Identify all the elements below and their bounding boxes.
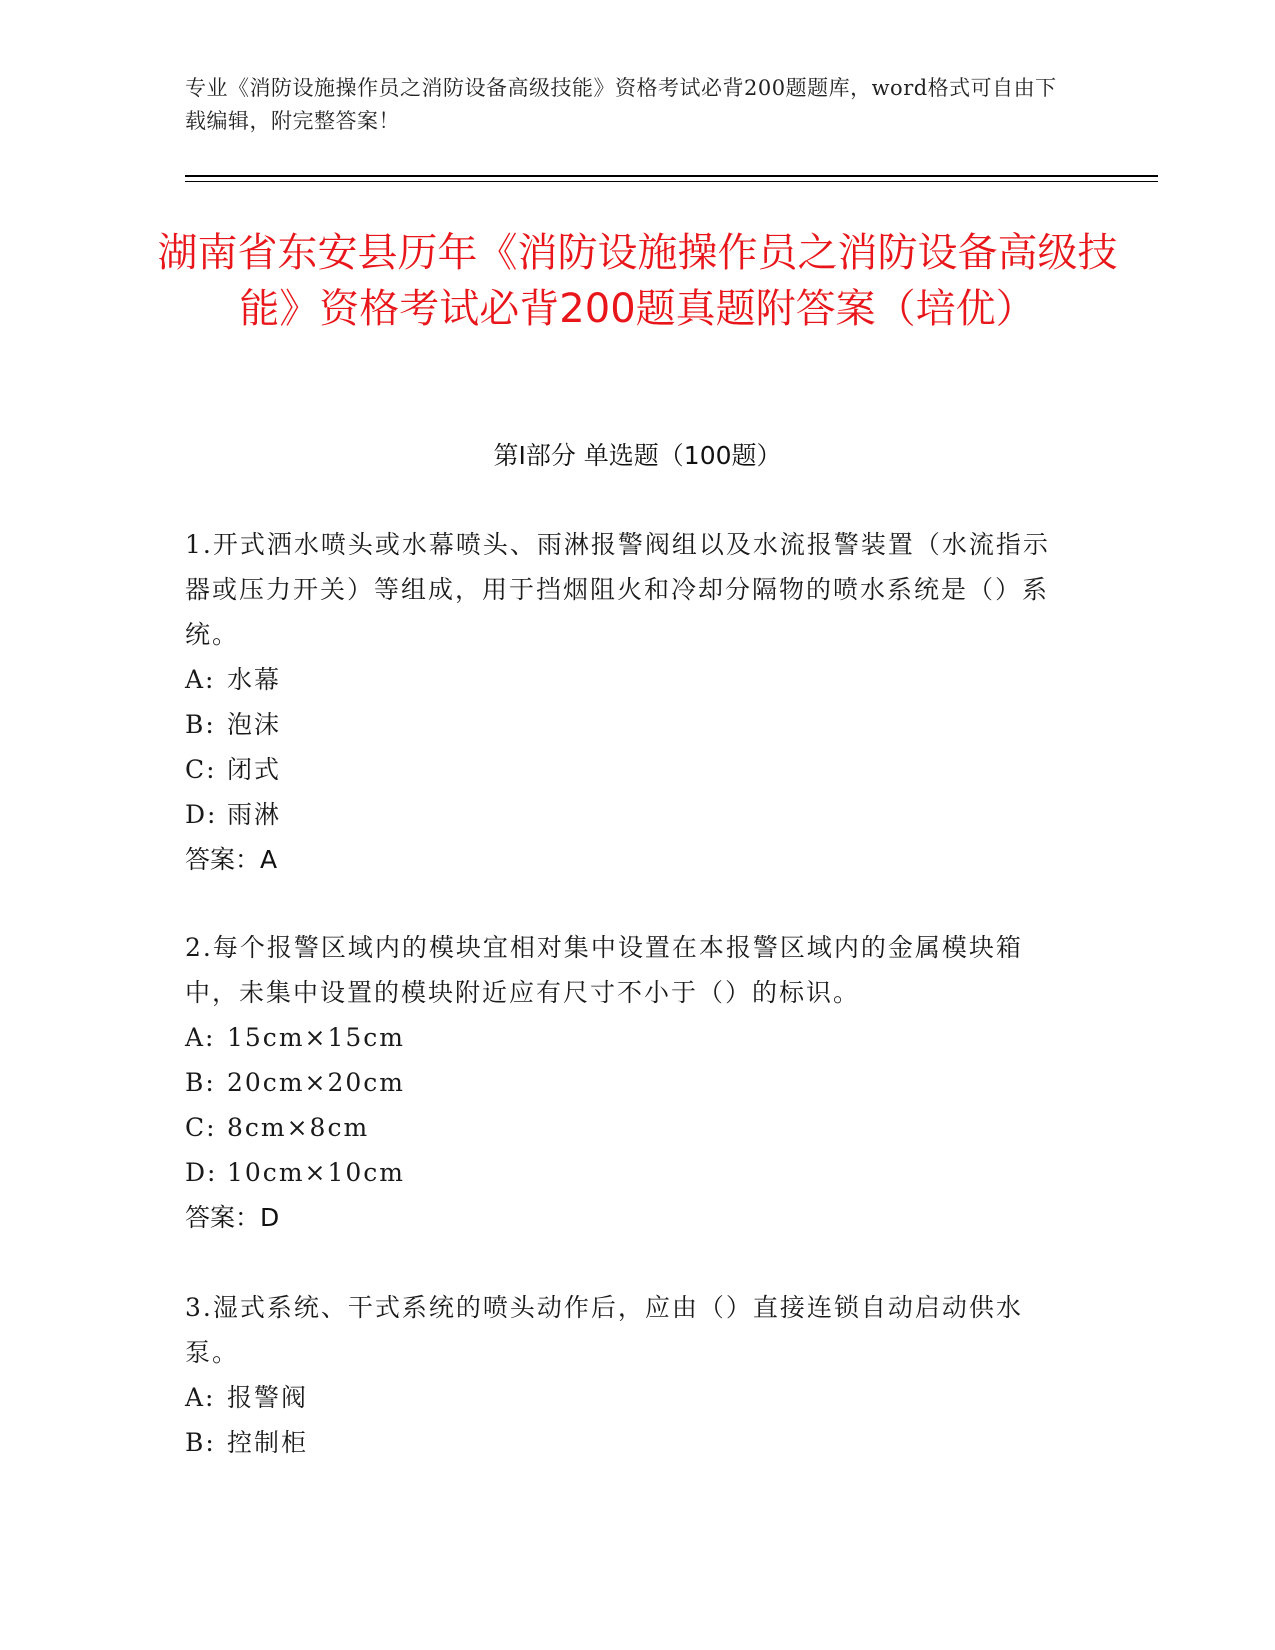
option-a — [185, 1015, 1065, 1060]
option-letter: B: — [185, 1428, 216, 1457]
header-divider-thick — [185, 175, 1158, 177]
option-text: 10cm×10cm — [227, 1158, 405, 1187]
option-a — [185, 657, 1065, 702]
header-note: 专业《消防设施操作员之消防设备高级技能》资格考试必背200题题库，word格式可自由下载编辑，附完整答案！ — [185, 76, 1057, 133]
option-text: 报警阀 — [227, 1383, 309, 1412]
option-letter: B: — [185, 710, 216, 739]
answer-line: 答案：A — [185, 845, 278, 874]
option-text: 20cm×20cm — [227, 1068, 405, 1097]
option-b — [185, 702, 1065, 747]
option-letter: A: — [185, 1023, 216, 1052]
option-text: 控制柜 — [227, 1428, 309, 1457]
option-c — [185, 1105, 1065, 1150]
question-stem: 1.开式洒水喷头或水幕喷头、雨淋报警阀组以及水流报警装置（水流指示器或压力开关）等组成，用于挡烟阻火和冷却分隔物的喷水系统是（）系统。 — [185, 530, 1050, 649]
header-divider-thin — [185, 181, 1158, 182]
option-letter: D: — [185, 800, 218, 829]
option-letter: D: — [185, 1158, 218, 1187]
question-stem: 3.湿式系统、干式系统的喷头动作后，应由（）直接连锁自动启动供水泵。 — [185, 1293, 1023, 1367]
option-text: 雨淋 — [227, 800, 282, 829]
option-letter: C: — [185, 1113, 217, 1142]
option-c — [185, 747, 1065, 792]
option-b — [185, 1060, 1065, 1105]
option-text: 泡沫 — [227, 710, 282, 739]
option-letter: A: — [185, 665, 216, 694]
answer-line: 答案：D — [185, 1203, 280, 1232]
document-title: 湖南省东安县历年《消防设施操作员之消防设备高级技能》资格考试必背200题真题附答案（培优） — [157, 230, 1118, 332]
option-text: 水幕 — [227, 665, 282, 694]
question-2 — [185, 925, 1065, 1240]
option-text: 8cm×8cm — [227, 1113, 370, 1142]
option-letter: B: — [185, 1068, 216, 1097]
option-d — [185, 792, 1065, 837]
option-text: 闭式 — [227, 755, 282, 784]
option-d — [185, 1150, 1065, 1195]
question-stem: 2.每个报警区域内的模块宜相对集中设置在本报警区域内的金属模块箱中，未集中设置的模块附近应有尺寸不小于（）的标识。 — [185, 933, 1023, 1007]
question-1 — [185, 522, 1065, 882]
option-text: 15cm×15cm — [227, 1023, 405, 1052]
option-letter: C: — [185, 755, 217, 784]
option-letter: A: — [185, 1383, 216, 1412]
section-title: 第I部分 单选题（100题） — [493, 441, 782, 470]
question-3 — [185, 1285, 1065, 1465]
option-a — [185, 1375, 1065, 1420]
option-b — [185, 1420, 1065, 1465]
